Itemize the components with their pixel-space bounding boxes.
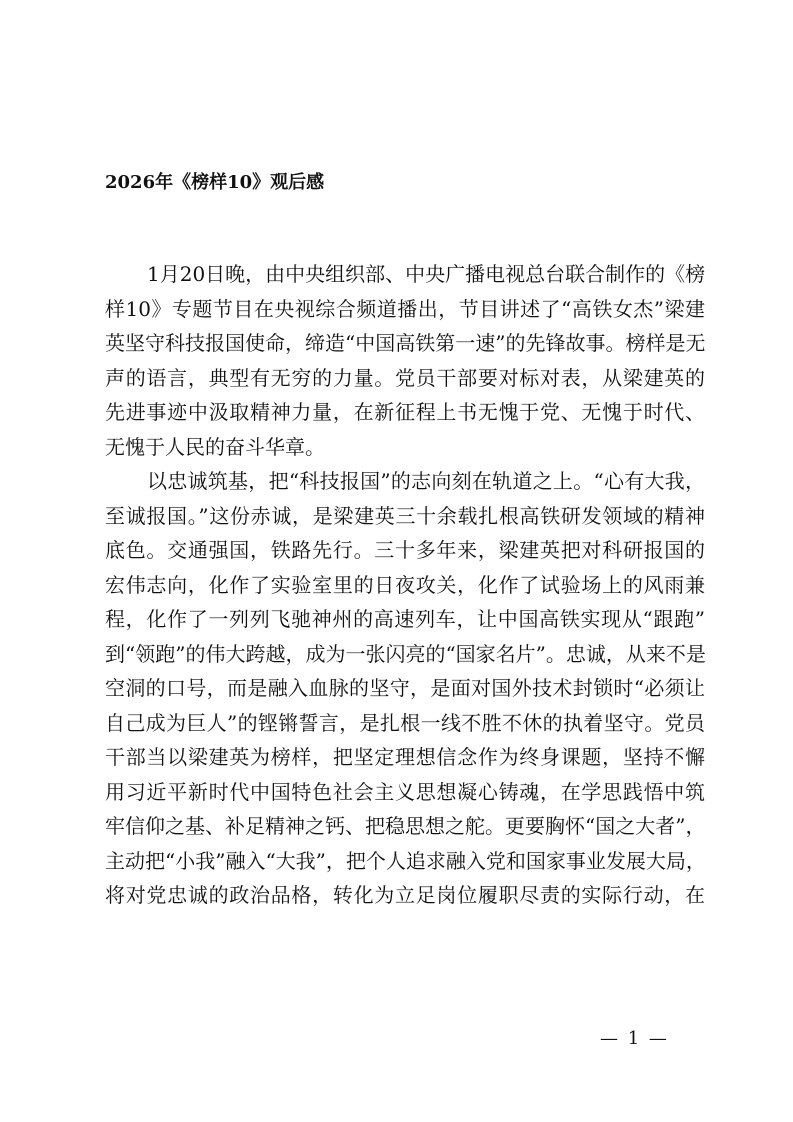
text-line: 1月20日晚，由中央组织部、中央广播电视总台联合制作的《榜 xyxy=(147,262,706,286)
paragraph xyxy=(105,464,705,913)
text-line: 空洞的口号，而是融入血脉的坚守，是面对国外技术封锁时“必须让 xyxy=(105,676,705,700)
document-body xyxy=(105,257,705,913)
text-line: 样10》专题节目在央视综合频道播出，节目讲述了“高铁女杰”梁建 xyxy=(105,296,705,321)
text-line: 牢信仰之基、补足精神之钙、把稳思想之舵。更要胸怀“国之大者”， xyxy=(105,814,706,838)
text-line: 干部当以梁建英为榜样，把坚定理想信念作为终身课题，坚持不懈 xyxy=(105,745,705,769)
text-line: 用习近平新时代中国特色社会主义思想凝心铸魂，在学思践悟中筑 xyxy=(105,779,705,804)
text-line: 无愧于人民的奋斗华章。 xyxy=(105,434,325,459)
document-title: 2026年《榜样10》观后感 xyxy=(105,172,325,193)
text-line: 主动把“小我”融入“大我”，把个人追求融入党和国家事业发展大局， xyxy=(105,848,706,873)
paragraph xyxy=(105,257,705,464)
text-line: 程，化作了一列列飞驰神州的高速列车，让中国高铁实现从“跟跑” xyxy=(105,607,705,631)
text-line: 声的语言，典型有无穷的力量。党员干部要对标对表，从梁建英的 xyxy=(105,365,705,390)
text-line: 先进事迹中汲取精神力量，在新征程上书无愧于党、无愧于时代、 xyxy=(105,400,705,424)
text-line: 将对党忠诚的政治品格，转化为立足岗位履职尽责的实际行动，在 xyxy=(105,883,705,907)
text-line: 至诚报国。”这份赤诚，是梁建英三十余载扎根高铁研发领域的精神 xyxy=(105,503,705,528)
text-line: 宏伟志向，化作了实验室里的日夜攻关，化作了试验场上的风雨兼 xyxy=(105,572,705,597)
text-line: 到“领跑”的伟大跨越，成为一张闪亮的“国家名片”。忠诚，从来不是 xyxy=(105,641,706,666)
page-number: — 1 — xyxy=(600,1028,669,1049)
text-line: 底色。交通强国，铁路先行。三十多年来，梁建英把对科研报国的 xyxy=(105,538,705,562)
text-line: 以忠诚筑基，把“科技报国”的志向刻在轨道之上。“心有大我， xyxy=(147,469,705,493)
text-line: 英坚守科技报国使命，缔造“中国高铁第一速”的先锋故事。榜样是无 xyxy=(105,331,706,355)
text-line: 自己成为巨人”的铿锵誓言，是扎根一线不胜不休的执着坚守。党员 xyxy=(105,710,705,735)
